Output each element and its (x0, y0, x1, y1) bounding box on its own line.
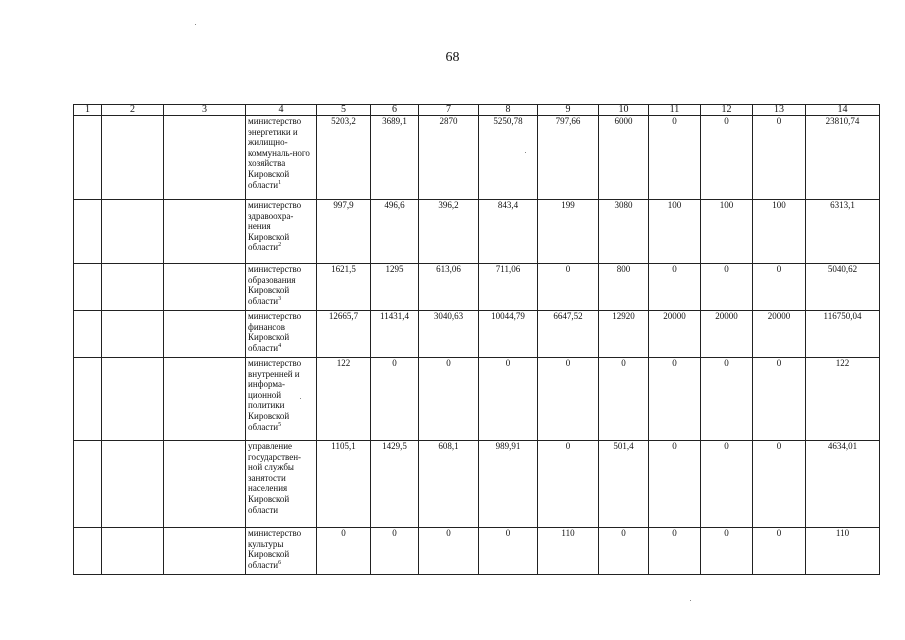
value-cell: 0 (479, 528, 538, 575)
scan-speck (300, 398, 301, 399)
value-cell: 0 (753, 358, 806, 441)
empty-cell (74, 200, 102, 264)
column-header: 10 (599, 105, 649, 116)
value-cell: 23810,74 (806, 116, 880, 200)
agency-name: управление государствен-ной службы занятости населения Кировской области (248, 441, 302, 515)
empty-cell (102, 528, 164, 575)
empty-cell (74, 528, 102, 575)
value-cell: 0 (701, 358, 753, 441)
empty-cell (74, 264, 102, 311)
table-row (74, 358, 880, 441)
value-cell: 0 (419, 358, 479, 441)
value-cell: 0 (538, 441, 599, 528)
value-cell: 0 (701, 264, 753, 311)
column-header: 12 (701, 105, 753, 116)
value-cell: 0 (649, 116, 701, 200)
footnote-marker: 5 (278, 421, 282, 428)
footnote-marker: 1 (278, 179, 282, 186)
column-header: 14 (806, 105, 880, 116)
value-cell: 0 (701, 116, 753, 200)
table-row (74, 528, 880, 575)
empty-cell (102, 358, 164, 441)
footnote-marker: 2 (278, 242, 282, 249)
value-cell: 6647,52 (538, 311, 599, 358)
value-cell: 3040,63 (419, 311, 479, 358)
value-cell: 5203,2 (317, 116, 371, 200)
agency-name-cell (246, 116, 317, 200)
footnote-marker: 6 (278, 559, 282, 566)
value-cell: 0 (317, 528, 371, 575)
value-cell: 0 (649, 441, 701, 528)
value-cell: 396,2 (419, 200, 479, 264)
empty-cell (74, 311, 102, 358)
value-cell: 1295 (371, 264, 419, 311)
empty-cell (164, 311, 246, 358)
agency-name: министерство финансов Кировской области (248, 311, 302, 353)
value-cell: 100 (649, 200, 701, 264)
value-cell: 0 (599, 528, 649, 575)
empty-cell (102, 200, 164, 264)
value-cell: 4634,01 (806, 441, 880, 528)
value-cell: 0 (753, 528, 806, 575)
column-header: 5 (317, 105, 371, 116)
value-cell: 711,06 (479, 264, 538, 311)
value-cell: 0 (479, 358, 538, 441)
empty-cell (164, 116, 246, 200)
value-cell: 1105,1 (317, 441, 371, 528)
value-cell: 20000 (649, 311, 701, 358)
column-header: 3 (164, 105, 246, 116)
value-cell: 5250,78 (479, 116, 538, 200)
column-header: 7 (419, 105, 479, 116)
agency-name-cell (246, 528, 317, 575)
empty-cell (102, 311, 164, 358)
table-row (74, 441, 880, 528)
table-row (74, 200, 880, 264)
empty-cell (164, 264, 246, 311)
value-cell: 12920 (599, 311, 649, 358)
empty-cell (164, 528, 246, 575)
value-cell: 496,6 (371, 200, 419, 264)
header-row (74, 105, 880, 116)
table-body (74, 116, 880, 575)
value-cell: 122 (806, 358, 880, 441)
value-cell: 989,91 (479, 441, 538, 528)
agency-name-cell (246, 264, 317, 311)
value-cell: 0 (599, 358, 649, 441)
value-cell: 0 (649, 358, 701, 441)
agency-name-cell (246, 358, 317, 441)
agency-name: министерство энергетики и жилищно-коммуналь-ного хозяйства Кировской области (248, 116, 310, 190)
table-row (74, 116, 880, 200)
agency-name-cell (246, 311, 317, 358)
value-cell: 608,1 (419, 441, 479, 528)
scan-speck (195, 24, 196, 25)
column-header: 9 (538, 105, 599, 116)
value-cell: 5040,62 (806, 264, 880, 311)
table-row (74, 311, 880, 358)
value-cell: 0 (371, 358, 419, 441)
value-cell: 0 (701, 441, 753, 528)
value-cell: 613,06 (419, 264, 479, 311)
value-cell: 2870 (419, 116, 479, 200)
value-cell: 0 (371, 528, 419, 575)
column-header: 6 (371, 105, 419, 116)
column-header: 4 (246, 105, 317, 116)
value-cell: 501,4 (599, 441, 649, 528)
column-header: 13 (753, 105, 806, 116)
value-cell: 100 (753, 200, 806, 264)
value-cell: 1621,5 (317, 264, 371, 311)
empty-cell (74, 358, 102, 441)
value-cell: 0 (753, 116, 806, 200)
value-cell: 11431,4 (371, 311, 419, 358)
footnote-marker: 4 (278, 342, 282, 349)
value-cell: 0 (419, 528, 479, 575)
budget-table (73, 104, 880, 575)
value-cell: 800 (599, 264, 649, 311)
value-cell: 997,9 (317, 200, 371, 264)
page-number: 68 (445, 50, 460, 65)
empty-cell (74, 116, 102, 200)
value-cell: 110 (806, 528, 880, 575)
value-cell: 0 (753, 264, 806, 311)
agency-name: министерство культуры Кировской области (248, 528, 302, 570)
value-cell: 6000 (599, 116, 649, 200)
empty-cell (164, 358, 246, 441)
empty-cell (102, 116, 164, 200)
agency-name: министерство здравоохра-нения Кировской области (248, 200, 302, 253)
value-cell: 12665,7 (317, 311, 371, 358)
value-cell: 0 (538, 264, 599, 311)
footnote-marker: 3 (278, 295, 282, 302)
value-cell: 122 (317, 358, 371, 441)
value-cell: 797,66 (538, 116, 599, 200)
empty-cell (164, 441, 246, 528)
value-cell: 0 (649, 264, 701, 311)
empty-cell (74, 441, 102, 528)
value-cell: 0 (649, 528, 701, 575)
value-cell: 20000 (701, 311, 753, 358)
value-cell: 20000 (753, 311, 806, 358)
value-cell: 0 (701, 528, 753, 575)
agency-name-cell (246, 441, 317, 528)
agency-name-cell (246, 200, 317, 264)
column-header: 1 (74, 105, 102, 116)
empty-cell (164, 200, 246, 264)
value-cell: 3080 (599, 200, 649, 264)
agency-name: министерство образования Кировской области (248, 264, 302, 306)
value-cell: 0 (538, 358, 599, 441)
value-cell: 116750,04 (806, 311, 880, 358)
value-cell: 6313,1 (806, 200, 880, 264)
table-row (74, 264, 880, 311)
value-cell: 10044,79 (479, 311, 538, 358)
value-cell: 199 (538, 200, 599, 264)
value-cell: 100 (701, 200, 753, 264)
empty-cell (102, 441, 164, 528)
column-header: 11 (649, 105, 701, 116)
column-header: 2 (102, 105, 164, 116)
value-cell: 843,4 (479, 200, 538, 264)
value-cell: 3689,1 (371, 116, 419, 200)
scan-speck (525, 152, 526, 153)
value-cell: 110 (538, 528, 599, 575)
empty-cell (102, 264, 164, 311)
agency-name: министерство внутренней и информа-ционной политики Кировской области (248, 358, 302, 432)
scan-speck (690, 600, 691, 601)
value-cell: 1429,5 (371, 441, 419, 528)
value-cell: 0 (753, 441, 806, 528)
column-header: 8 (479, 105, 538, 116)
